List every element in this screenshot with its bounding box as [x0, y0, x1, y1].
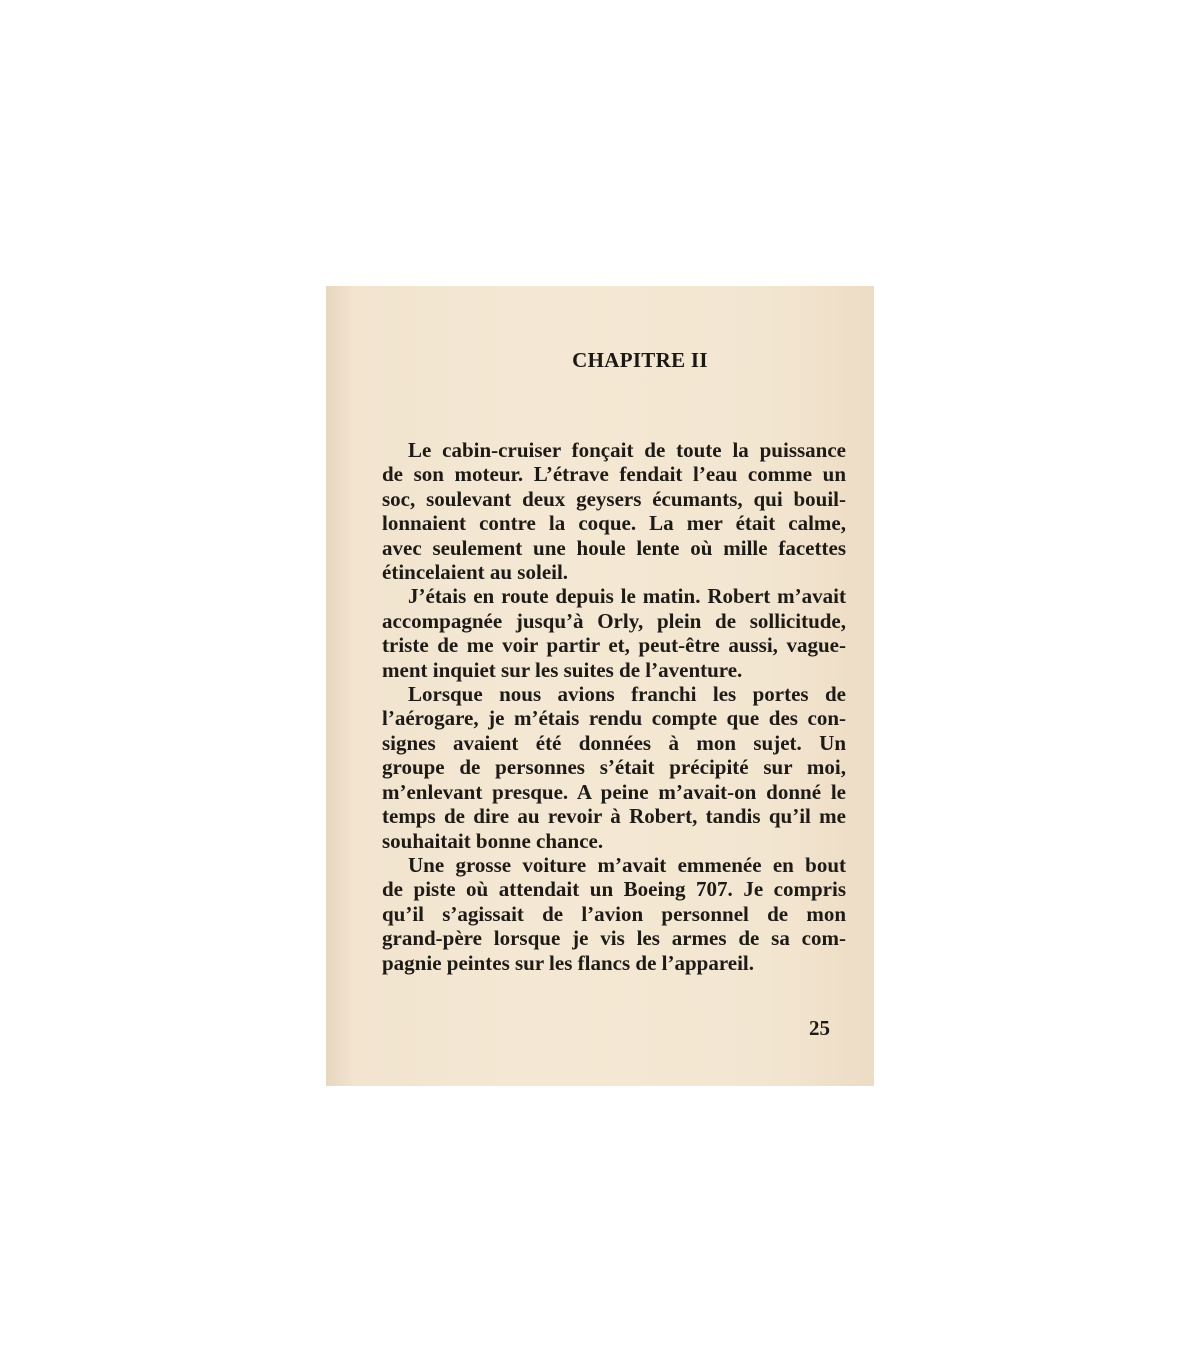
- paragraph-2: [356, 584, 846, 682]
- text-line: lonnaient contre la coque. La mer était calme,: [382, 511, 846, 536]
- text-line: l’aérogare, je m’étais rendu compte que des con-: [382, 706, 846, 731]
- text-line: ment inquiet sur les suites de l’aventure.: [382, 657, 743, 682]
- chapter-body: [356, 438, 846, 975]
- page-number: 25: [809, 1016, 830, 1040]
- paragraph-3: [356, 682, 846, 853]
- text-line: de son moteur. L’étrave fendait l’eau comme un: [382, 462, 846, 487]
- chapter-title: CHAPITRE II: [572, 348, 708, 372]
- text-line: signes avaient été données à mon sujet. Un: [382, 730, 846, 755]
- text-line: accompagnée jusqu’à Orly, plein de sollicitude,: [382, 608, 846, 633]
- text-line: étincelaient au soleil.: [382, 560, 569, 585]
- text-line: groupe de personnes s’était précipité sur moi,: [382, 755, 846, 780]
- text-line: Le cabin-cruiser fonçait de toute la puissance: [408, 438, 846, 462]
- text-line: grand-père lorsque je vis les armes de sa com-: [382, 926, 846, 951]
- text-line: qu’il s’agissait de l’avion personnel de mon: [382, 901, 846, 926]
- text-line: Lorsque nous avions franchi les portes de: [408, 682, 846, 707]
- book-page: [326, 286, 874, 1086]
- text-line: de piste où attendait un Boeing 707. Je compris: [382, 877, 846, 902]
- paragraph-1: [356, 438, 846, 584]
- text-line: avec seulement une houle lente où mille facettes: [382, 535, 846, 560]
- text-line: Une grosse voiture m’avait emmenée en bout: [408, 852, 846, 877]
- text-line: souhaitait bonne chance.: [382, 828, 604, 853]
- text-line: triste de me voir partir et, peut-être aussi, vague-: [382, 633, 846, 658]
- text-line: m’enlevant presque. A peine m’avait-on donné le: [382, 779, 846, 804]
- text-line: soc, soulevant deux geysers écumants, qui bouil-: [382, 486, 846, 511]
- text-line: J’étais en route depuis le matin. Robert m’avait: [408, 584, 846, 609]
- text-line: temps de dire au revoir à Robert, tandis qu’il me: [382, 804, 846, 829]
- text-line: pagnie peintes sur les flancs de l’appareil.: [382, 950, 755, 975]
- paragraph-4: [356, 853, 846, 975]
